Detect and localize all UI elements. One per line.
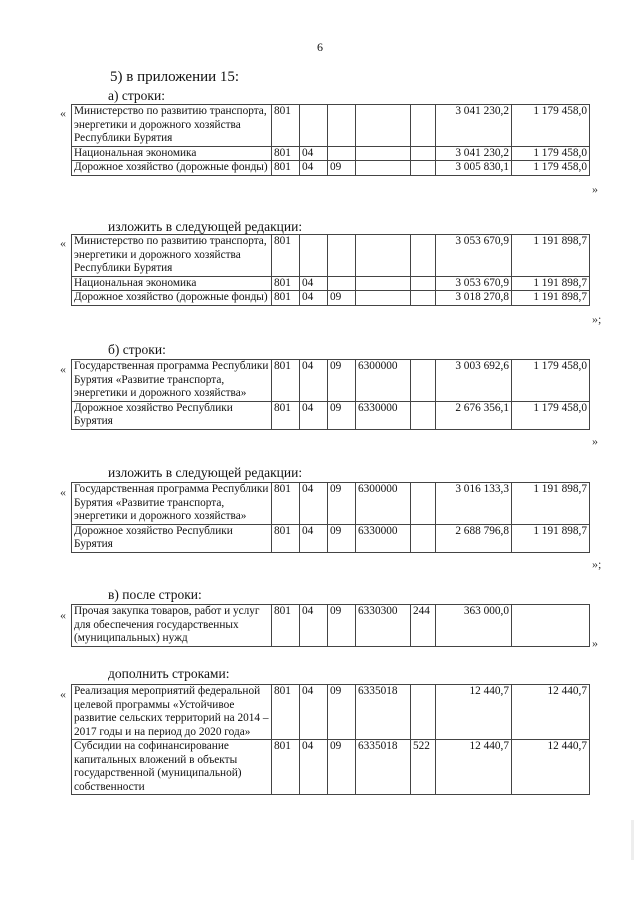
amount-2015-cell: 12 440,7 — [436, 685, 512, 740]
table-section-c — [71, 604, 590, 647]
subsection-code-cell: 09 — [328, 524, 356, 552]
amount-2015-cell: 3 016 133,3 — [436, 483, 512, 525]
table-row — [72, 161, 590, 176]
table-row — [72, 235, 590, 277]
ministry-code-cell: 801 — [272, 161, 300, 176]
ministry-code-cell: 801 — [272, 524, 300, 552]
ministry-code-cell: 801 — [272, 483, 300, 525]
target-item-cell: 6335018 — [356, 740, 411, 795]
expense-type-cell: 244 — [411, 605, 436, 647]
section-code-cell: 04 — [300, 685, 328, 740]
ministry-code-cell: 801 — [272, 740, 300, 795]
table-row — [72, 685, 590, 740]
subsection-code-cell — [328, 146, 356, 161]
quote-close: » — [592, 636, 598, 650]
amount-2015-cell: 3 053 670,9 — [436, 276, 512, 291]
subsection-code-cell: 09 — [328, 291, 356, 306]
target-item-cell: 6330000 — [356, 524, 411, 552]
target-item-cell: 6330000 — [356, 401, 411, 429]
amount-2015-cell: 3 018 270,8 — [436, 291, 512, 306]
expense-type-cell — [411, 401, 436, 429]
section-code-cell: 04 — [300, 401, 328, 429]
quote-close: »; — [592, 557, 602, 571]
scan-edge-mark — [631, 820, 634, 860]
row-name-cell: Национальная экономика — [72, 276, 272, 291]
amount-federal-cell: 1 179 458,0 — [512, 146, 590, 161]
subsection-code-cell: 09 — [328, 605, 356, 647]
expense-type-cell — [411, 291, 436, 306]
quote-open: « — [60, 687, 66, 701]
ministry-code-cell: 801 — [272, 146, 300, 161]
row-name-cell: Государственная программа Республики Бурятия «Развитие транспорта, энергетики и дорожного хозяйства» — [72, 360, 272, 402]
amount-2015-cell: 12 440,7 — [436, 740, 512, 795]
table-row — [72, 146, 590, 161]
subsection-code-cell: 09 — [328, 360, 356, 402]
table-row — [72, 276, 590, 291]
amount-federal-cell: 1 179 458,0 — [512, 105, 590, 147]
subsection-code-cell: 09 — [328, 483, 356, 525]
amount-2015-cell: 363 000,0 — [436, 605, 512, 647]
section-code-cell: 04 — [300, 483, 328, 525]
amount-federal-cell: 1 179 458,0 — [512, 161, 590, 176]
ministry-code-cell: 801 — [272, 360, 300, 402]
subsection-code-cell: 09 — [328, 685, 356, 740]
row-name-cell: Министерство по развитию транспорта, энергетики и дорожного хозяйства Республики Бурятия — [72, 105, 272, 147]
target-item-cell: 6330300 — [356, 605, 411, 647]
quote-open: « — [60, 362, 66, 376]
page-number: 6 — [317, 40, 323, 54]
target-item-cell — [356, 161, 411, 176]
section-code-cell — [300, 105, 328, 147]
expense-type-cell — [411, 161, 436, 176]
row-name-cell: Национальная экономика — [72, 146, 272, 161]
expense-type-cell — [411, 524, 436, 552]
subsection-code-cell — [328, 105, 356, 147]
section-code-cell: 04 — [300, 161, 328, 176]
expense-type-cell — [411, 685, 436, 740]
row-name-cell: Реализация мероприятий федеральной целевой программы «Устойчивое развитие сельских территорий на 2014 – 2017 годы и на период до 2020 года» — [72, 685, 272, 740]
target-item-cell: 6300000 — [356, 483, 411, 525]
quote-close: » — [592, 434, 598, 448]
target-item-cell: 6300000 — [356, 360, 411, 402]
ministry-code-cell: 801 — [272, 605, 300, 647]
table-row — [72, 291, 590, 306]
edit-b-label: изложить в следующей редакции: — [108, 465, 303, 480]
amount-federal-cell: 1 179 458,0 — [512, 360, 590, 402]
ministry-code-cell: 801 — [272, 235, 300, 277]
table-edit-b — [71, 482, 590, 553]
table-row — [72, 105, 590, 147]
target-item-cell — [356, 105, 411, 147]
amount-2015-cell: 3 041 230,2 — [436, 105, 512, 147]
table-section-a — [71, 104, 590, 176]
section-code-cell: 04 — [300, 605, 328, 647]
amount-2015-cell: 2 676 356,1 — [436, 401, 512, 429]
row-name-cell: Прочая закупка товаров, работ и услуг для обеспечения государственных (муниципальных) нужд — [72, 605, 272, 647]
section-code-cell: 04 — [300, 146, 328, 161]
amount-federal-cell: 12 440,7 — [512, 740, 590, 795]
subsection-code-cell: 09 — [328, 161, 356, 176]
section-code-cell: 04 — [300, 276, 328, 291]
amount-2015-cell: 3 005 830,1 — [436, 161, 512, 176]
expense-type-cell — [411, 483, 436, 525]
table-row — [72, 360, 590, 402]
subsection-code-cell: 09 — [328, 740, 356, 795]
target-item-cell — [356, 276, 411, 291]
table-row — [72, 605, 590, 647]
row-name-cell: Дорожное хозяйство (дорожные фонды) — [72, 161, 272, 176]
table-edit-a — [71, 234, 590, 306]
target-item-cell — [356, 235, 411, 277]
amount-2015-cell: 3 003 692,6 — [436, 360, 512, 402]
target-item-cell: 6335018 — [356, 685, 411, 740]
table-row — [72, 401, 590, 429]
target-item-cell — [356, 146, 411, 161]
amount-2015-cell: 2 688 796,8 — [436, 524, 512, 552]
amount-federal-cell — [512, 605, 590, 647]
expense-type-cell — [411, 105, 436, 147]
section-b-label: б) строки: — [108, 342, 166, 357]
expense-type-cell — [411, 360, 436, 402]
quote-close: » — [592, 182, 598, 196]
amount-federal-cell: 1 191 898,7 — [512, 483, 590, 525]
section-a-label: а) строки: — [108, 88, 165, 103]
expense-type-cell — [411, 235, 436, 277]
section-code-cell: 04 — [300, 524, 328, 552]
expense-type-cell — [411, 276, 436, 291]
section-c-label: в) после строки: — [108, 587, 202, 602]
table-row — [72, 483, 590, 525]
quote-close: »; — [592, 312, 602, 326]
ministry-code-cell: 801 — [272, 105, 300, 147]
quote-open: « — [60, 236, 66, 250]
edit-a-label: изложить в следующей редакции: — [108, 219, 303, 234]
row-name-cell: Дорожное хозяйство (дорожные фонды) — [72, 291, 272, 306]
table-add-c — [71, 684, 590, 795]
expense-type-cell — [411, 146, 436, 161]
target-item-cell — [356, 291, 411, 306]
row-name-cell: Государственная программа Республики Бурятия «Развитие транспорта, энергетики и дорожного хозяйства» — [72, 483, 272, 525]
amount-federal-cell: 1 191 898,7 — [512, 291, 590, 306]
ministry-code-cell: 801 — [272, 276, 300, 291]
ministry-code-cell: 801 — [272, 291, 300, 306]
subsection-code-cell — [328, 276, 356, 291]
amount-federal-cell: 1 179 458,0 — [512, 401, 590, 429]
ministry-code-cell: 801 — [272, 401, 300, 429]
add-c-label: дополнить строками: — [108, 666, 230, 681]
amount-2015-cell: 3 041 230,2 — [436, 146, 512, 161]
table-row — [72, 524, 590, 552]
subsection-code-cell: 09 — [328, 401, 356, 429]
row-name-cell: Министерство по развитию транспорта, энергетики и дорожного хозяйства Республики Бурятия — [72, 235, 272, 277]
amount-federal-cell: 1 191 898,7 — [512, 524, 590, 552]
section-heading: 5) в приложении 15: — [110, 69, 240, 85]
row-name-cell: Субсидии на софинансирование капитальных вложений в объекты государственной (муниципальной) собственности — [72, 740, 272, 795]
quote-open: « — [60, 106, 66, 120]
table-section-b — [71, 359, 590, 430]
subsection-code-cell — [328, 235, 356, 277]
amount-2015-cell: 3 053 670,9 — [436, 235, 512, 277]
expense-type-cell: 522 — [411, 740, 436, 795]
row-name-cell: Дорожное хозяйство Республики Бурятия — [72, 524, 272, 552]
table-row — [72, 740, 590, 795]
section-code-cell: 04 — [300, 360, 328, 402]
quote-open: « — [60, 485, 66, 499]
section-code-cell: 04 — [300, 291, 328, 306]
row-name-cell: Дорожное хозяйство Республики Бурятия — [72, 401, 272, 429]
amount-federal-cell: 1 191 898,7 — [512, 276, 590, 291]
quote-open: « — [60, 608, 66, 622]
amount-federal-cell: 1 191 898,7 — [512, 235, 590, 277]
section-code-cell — [300, 235, 328, 277]
amount-federal-cell: 12 440,7 — [512, 685, 590, 740]
ministry-code-cell: 801 — [272, 685, 300, 740]
section-code-cell: 04 — [300, 740, 328, 795]
